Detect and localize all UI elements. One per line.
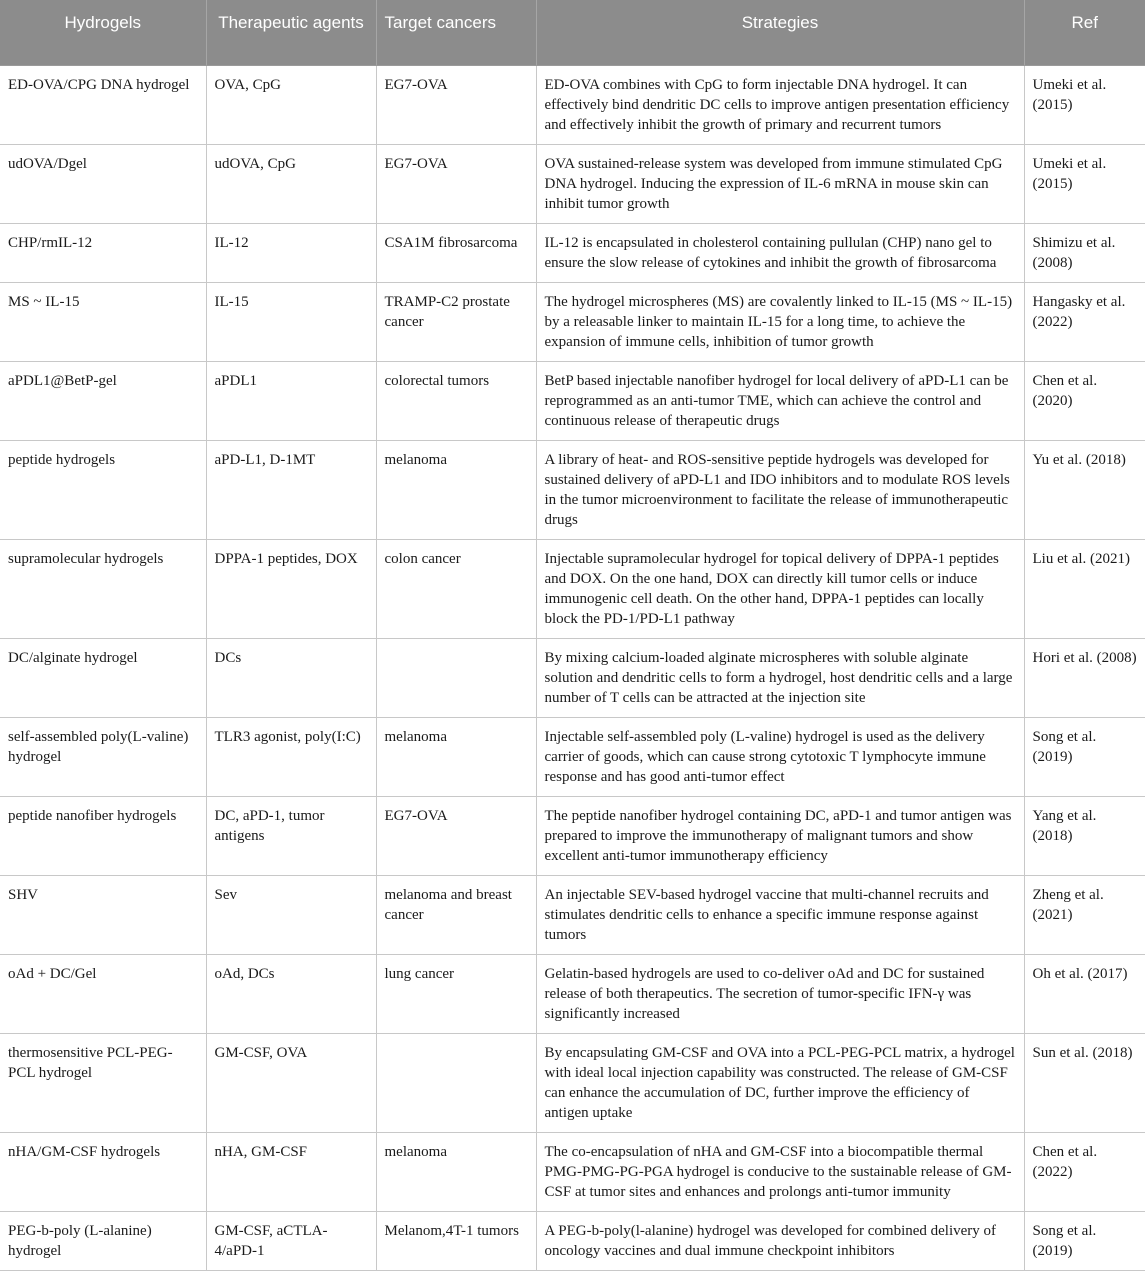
cell-strategy: A library of heat- and ROS-sensitive peptide hydrogels was developed for sustained delivery of aPD-L1 and IDO inhibitors and to modulate ROS levels in the tumor microenvironment to facilitate the release of immunotherapeutic drugs	[536, 441, 1024, 540]
cell-strategy: IL-12 is encapsulated in cholesterol containing pullulan (CHP) nano gel to ensure the slow release of cytokines and inhibit the growth of fibrosarcoma	[536, 224, 1024, 283]
table-row	[0, 955, 1145, 1034]
table-row	[0, 145, 1145, 224]
table-row	[0, 1133, 1145, 1212]
cell-ref: Chen et al. (2022)	[1024, 1133, 1145, 1212]
cell-therapeutic-agents: oAd, DCs	[206, 955, 376, 1034]
table-row	[0, 1212, 1145, 1271]
cell-ref: Chen et al. (2020)	[1024, 362, 1145, 441]
cell-strategy: ED-OVA combines with CpG to form injectable DNA hydrogel. It can effectively bind dendritic DC cells to improve antigen presentation efficiency and effectively inhibit the growth of primary and recurrent tumors	[536, 66, 1024, 145]
cell-ref: Umeki et al. (2015)	[1024, 66, 1145, 145]
cell-ref: Oh et al. (2017)	[1024, 955, 1145, 1034]
cell-hydrogel: self-assembled poly(L-valine) hydrogel	[0, 718, 206, 797]
cell-hydrogel: SHV	[0, 876, 206, 955]
cell-hydrogel: CHP/rmIL-12	[0, 224, 206, 283]
cell-ref: Zheng et al. (2021)	[1024, 876, 1145, 955]
cell-strategy: The peptide nanofiber hydrogel containing DC, aPD-1 and tumor antigen was prepared to improve the immunotherapy of malignant tumors and show excellent anti-tumor immunotherapy efficiency	[536, 797, 1024, 876]
cell-hydrogel: aPDL1@BetP-gel	[0, 362, 206, 441]
cell-strategy: Injectable supramolecular hydrogel for topical delivery of DPPA-1 peptides and DOX. On the one hand, DOX can directly kill tumor cells or induce immunogenic cell death. On the other hand, DPPA-1 peptides can locally block the PD-1/PD-L1 pathway	[536, 540, 1024, 639]
table-row	[0, 1034, 1145, 1133]
table-row	[0, 718, 1145, 797]
cell-therapeutic-agents: nHA, GM-CSF	[206, 1133, 376, 1212]
cell-ref: Song et al. (2019)	[1024, 718, 1145, 797]
cell-target-cancers: colorectal tumors	[376, 362, 536, 441]
cell-hydrogel: PEG-b-poly (L-alanine) hydrogel	[0, 1212, 206, 1271]
cell-therapeutic-agents: aPD-L1, D-1MT	[206, 441, 376, 540]
cell-hydrogel: peptide hydrogels	[0, 441, 206, 540]
cell-therapeutic-agents: GM-CSF, OVA	[206, 1034, 376, 1133]
cell-target-cancers	[376, 1034, 536, 1133]
cell-strategy: By mixing calcium-loaded alginate microspheres with soluble alginate solution and dendritic cells to form a hydrogel, host dendritic cells and a large number of T cells can be attracted at the injection site	[536, 639, 1024, 718]
cell-target-cancers: colon cancer	[376, 540, 536, 639]
cell-strategy: BetP based injectable nanofiber hydrogel for local delivery of aPD-L1 can be reprogrammed as an anti-tumor TME, which can achieve the control and continuous release of therapeutic drugs	[536, 362, 1024, 441]
table-row	[0, 283, 1145, 362]
cell-ref: Sun et al. (2018)	[1024, 1034, 1145, 1133]
cell-therapeutic-agents: aPDL1	[206, 362, 376, 441]
cell-hydrogel: udOVA/Dgel	[0, 145, 206, 224]
cell-therapeutic-agents: TLR3 agonist, poly(I:C)	[206, 718, 376, 797]
cell-target-cancers: EG7-OVA	[376, 66, 536, 145]
cell-hydrogel: oAd + DC/Gel	[0, 955, 206, 1034]
table-row	[0, 540, 1145, 639]
cell-ref: Yu et al. (2018)	[1024, 441, 1145, 540]
cell-ref: Yang et al. (2018)	[1024, 797, 1145, 876]
cell-ref: Shimizu et al. (2008)	[1024, 224, 1145, 283]
table-row	[0, 224, 1145, 283]
cell-target-cancers: melanoma	[376, 1133, 536, 1212]
cell-ref: Hangasky et al. (2022)	[1024, 283, 1145, 362]
cell-strategy: OVA sustained-release system was developed from immune stimulated CpG DNA hydrogel. Inducing the expression of IL-6 mRNA in mouse skin can inhibit tumor growth	[536, 145, 1024, 224]
cell-strategy: The co-encapsulation of nHA and GM-CSF into a biocompatible thermal PMG-PMG-PG-PGA hydrogel is conducive to the sustainable release of GM-CSF at tumor sites and enhances and prolongs anti-tumor immunity	[536, 1133, 1024, 1212]
table-row	[0, 441, 1145, 540]
cell-therapeutic-agents: DCs	[206, 639, 376, 718]
cell-ref: Song et al. (2019)	[1024, 1212, 1145, 1271]
cell-hydrogel: DC/alginate hydrogel	[0, 639, 206, 718]
cell-strategy: By encapsulating GM-CSF and OVA into a PCL-PEG-PCL matrix, a hydrogel with ideal local injection capability was constructed. The release of GM-CSF can enhance the accumulation of DC, further improve the efficiency of antigen uptake	[536, 1034, 1024, 1133]
cell-target-cancers: lung cancer	[376, 955, 536, 1034]
cell-hydrogel: nHA/GM-CSF hydrogels	[0, 1133, 206, 1212]
header-hydrogels: Hydrogels	[0, 0, 206, 66]
header-row	[0, 0, 1145, 66]
cell-strategy: Gelatin-based hydrogels are used to co-deliver oAd and DC for sustained release of both therapeutics. The secretion of tumor-specific IFN-γ was significantly increased	[536, 955, 1024, 1034]
cell-target-cancers: melanoma	[376, 441, 536, 540]
cell-strategy: Injectable self-assembled poly (L-valine) hydrogel is used as the delivery carrier of goods, which can cause strong cytotoxic T lymphocyte immune response and has good anti-tumor effect	[536, 718, 1024, 797]
cell-strategy: An injectable SEV-based hydrogel vaccine that multi-channel recruits and stimulates dendritic cells to enhance a specific immune response against tumors	[536, 876, 1024, 955]
cell-therapeutic-agents: Sev	[206, 876, 376, 955]
cell-ref: Liu et al. (2021)	[1024, 540, 1145, 639]
cell-strategy: A PEG-b-poly(l-alanine) hydrogel was developed for combined delivery of oncology vaccines and dual immune checkpoint inhibitors	[536, 1212, 1024, 1271]
cell-target-cancers: EG7-OVA	[376, 145, 536, 224]
cell-ref: Umeki et al. (2015)	[1024, 145, 1145, 224]
cell-therapeutic-agents: udOVA, CpG	[206, 145, 376, 224]
cell-therapeutic-agents: DC, aPD-1, tumor antigens	[206, 797, 376, 876]
table-row	[0, 797, 1145, 876]
header-therapeutic-agents: Therapeutic agents	[206, 0, 376, 66]
table-row	[0, 876, 1145, 955]
cell-hydrogel: ED-OVA/CPG DNA hydrogel	[0, 66, 206, 145]
cell-hydrogel: supramolecular hydrogels	[0, 540, 206, 639]
cell-target-cancers: CSA1M fibrosarcoma	[376, 224, 536, 283]
cell-therapeutic-agents: IL-12	[206, 224, 376, 283]
cell-strategy: The hydrogel microspheres (MS) are covalently linked to IL-15 (MS ~ IL-15) by a releasable linker to maintain IL-15 for a long time, to achieve the expansion of immune cells, inhibition of tumor growth	[536, 283, 1024, 362]
cell-hydrogel: thermosensitive PCL-PEG-PCL hydrogel	[0, 1034, 206, 1133]
cell-target-cancers: TRAMP-C2 prostate cancer	[376, 283, 536, 362]
cell-ref: Hori et al. (2008)	[1024, 639, 1145, 718]
cell-hydrogel: peptide nanofiber hydrogels	[0, 797, 206, 876]
header-ref: Ref	[1024, 0, 1145, 66]
header-strategies: Strategies	[536, 0, 1024, 66]
cell-hydrogel: MS ~ IL-15	[0, 283, 206, 362]
cell-target-cancers	[376, 639, 536, 718]
table-row	[0, 639, 1145, 718]
table-row	[0, 362, 1145, 441]
cell-therapeutic-agents: IL-15	[206, 283, 376, 362]
table-row	[0, 66, 1145, 145]
cell-target-cancers: melanoma	[376, 718, 536, 797]
cell-therapeutic-agents: OVA, CpG	[206, 66, 376, 145]
header-target-cancers: Target cancers	[376, 0, 536, 66]
cell-therapeutic-agents: DPPA-1 peptides, DOX	[206, 540, 376, 639]
cell-therapeutic-agents: GM-CSF, aCTLA-4/aPD-1	[206, 1212, 376, 1271]
cell-target-cancers: EG7-OVA	[376, 797, 536, 876]
cell-target-cancers: Melanom,4T-1 tumors	[376, 1212, 536, 1271]
cell-target-cancers: melanoma and breast cancer	[376, 876, 536, 955]
